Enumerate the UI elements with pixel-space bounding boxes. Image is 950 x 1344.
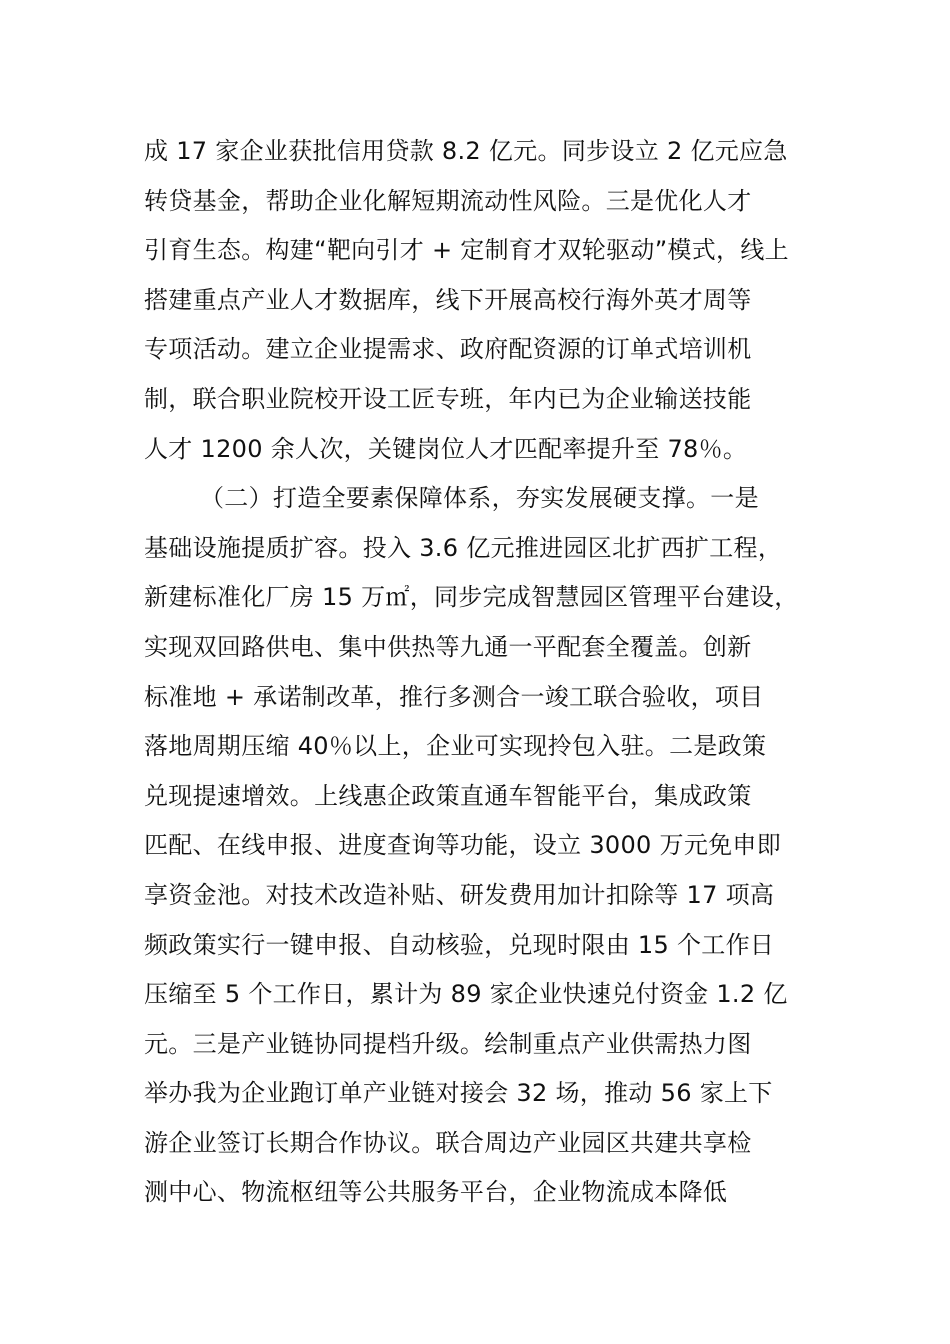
- text-line: 压缩至 5 个工作日，累计为 89 家企业快速兑付资金 1.2 亿: [144, 980, 788, 1009]
- text-line: 制，联合职业院校开设工匠专班，年内已为企业输送技能: [144, 384, 752, 413]
- text-line: 落地周期压缩 40％以上，企业可实现拎包入驻。二是政策: [144, 732, 767, 761]
- text-line: 人才 1200 余人次，关键岗位人才匹配率提升至 78％。: [144, 434, 748, 463]
- text-line: 匹配、在线申报、进度查询等功能，设立 3000 万元免申即: [144, 831, 782, 860]
- text-line: 享资金池。对技术改造补贴、研发费用加计扣除等 17 项高: [144, 880, 775, 909]
- text-line: 标准地 + 承诺制改革，推行多测合一竣工联合验收，项目: [144, 682, 764, 711]
- text-line: 成 17 家企业获批信用贷款 8.2 亿元。同步设立 2 亿元应急: [144, 137, 788, 165]
- text-line: 转贷基金，帮助企业化解短期流动性风险。三是优化人才: [144, 186, 752, 215]
- text-line: 引育生态。构建“靶向引才 + 定制育才双轮驱动”模式，线上: [144, 236, 789, 265]
- text-line: 举办我为企业跑订单产业链对接会 32 场，推动 56 家上下: [144, 1079, 773, 1108]
- section-heading-line: （二）打造全要素保障体系，夯实发展硬支撑。一是: [200, 484, 759, 513]
- text-line: 搭建重点产业人才数据库，线下开展高校行海外英才周等: [144, 285, 752, 314]
- text-line: 游企业签订长期合作协议。联合周边产业园区共建共享检: [144, 1128, 752, 1157]
- text-line: 基础设施提质扩容。投入 3.6 亿元推进园区北扩西扩工程，: [144, 533, 783, 562]
- text-line: 频政策实行一键申报、自动核验，兑现时限由 15 个工作日: [144, 930, 775, 959]
- text-line: 新建标准化厂房 15 万㎡，同步完成智慧园区管理平台建设，: [144, 583, 799, 612]
- text-line: 兑现提速增效。上线惠企政策直通车智能平台，集成政策: [144, 781, 752, 810]
- text-line: 测中心、物流枢纽等公共服务平台，企业物流成本降低: [144, 1178, 728, 1207]
- text-line: 元。三是产业链协同提档升级。绘制重点产业供需热力图: [144, 1029, 752, 1058]
- text-line: 专项活动。建立企业提需求、政府配资源的订单式培训机: [144, 335, 752, 364]
- body-text: [144, 127, 844, 1218]
- text-line: 实现双回路供电、集中供热等九通一平配套全覆盖。创新: [144, 632, 752, 661]
